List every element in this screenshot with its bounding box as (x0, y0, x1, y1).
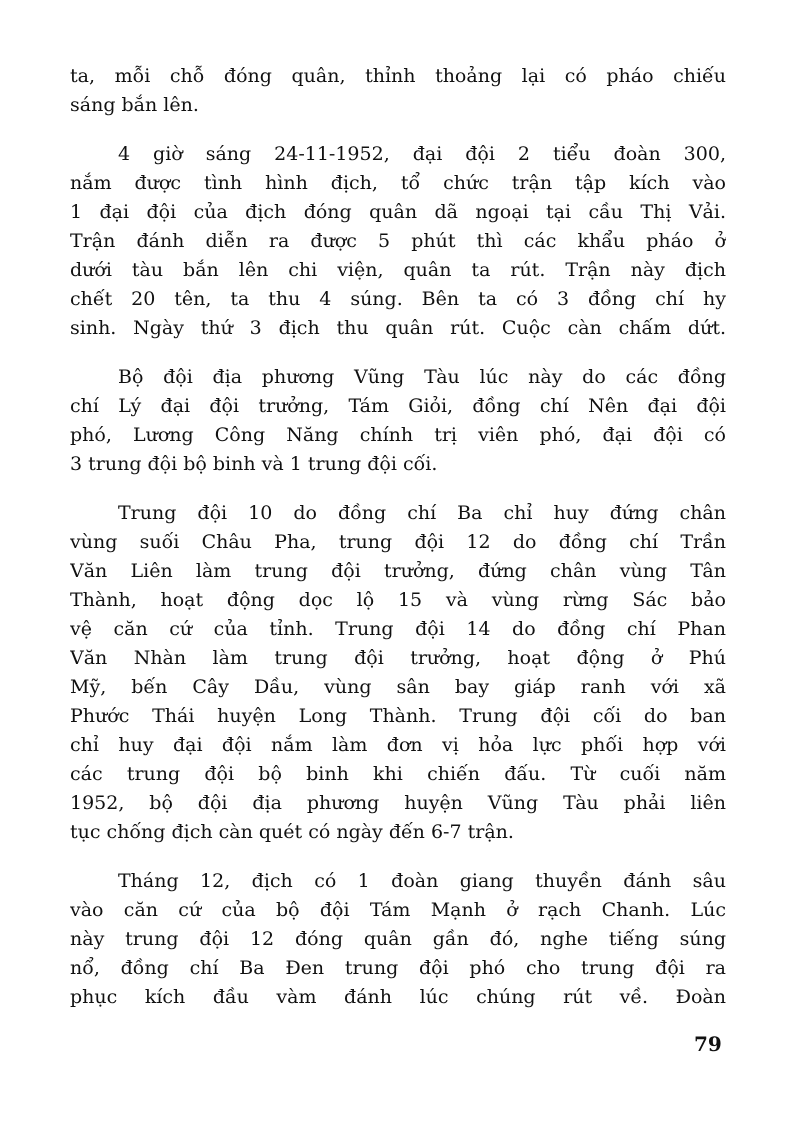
text-line: Văn Nhàn làm trung đội trưởng, hoạt động ở Phú (70, 647, 726, 669)
text-line: Văn Liên làm trung đội trưởng, đứng chân vùng Tân (70, 560, 726, 582)
text-line: vùng suối Châu Pha, trung đội 12 do đồng chí Trần (70, 531, 726, 553)
paragraph-4 (70, 499, 726, 847)
text-line: các trung đội bộ binh khi chiến đấu. Từ cuối năm (70, 763, 726, 785)
text-line: vệ căn cứ của tỉnh. Trung đội 14 do đồng chí Phan (70, 618, 726, 640)
paragraph-1 (70, 62, 726, 120)
text-line: vào căn cứ của bộ đội Tám Mạnh ở rạch Chanh. Lúc (70, 899, 726, 921)
text-line: nắm được tình hình địch, tổ chức trận tập kích vào (70, 172, 726, 194)
text-line: chết 20 tên, ta thu 4 súng. Bên ta có 3 đồng chí hy (70, 288, 726, 310)
text-line: phục kích đầu vàm đánh lúc chúng rút về. Đoàn (70, 986, 726, 1008)
text-line: chí Lý đại đội trưởng, Tám Giỏi, đồng chí Nên đại đội (70, 395, 726, 417)
text-line: 1 đại đội của địch đóng quân dã ngoại tại cầu Thị Vải. (70, 201, 726, 223)
text-line: dưới tàu bắn lên chi viện, quân ta rút. Trận này địch (70, 259, 726, 281)
page-number: 79 (694, 1032, 722, 1056)
text-line: sáng bắn lên. (70, 94, 199, 116)
text-line: Tháng 12, địch có 1 đoàn giang thuyền đánh sâu (118, 870, 726, 892)
text-line: phó, Lương Công Năng chính trị viên phó, đại đội có (70, 424, 726, 446)
text-line: Bộ đội địa phương Vũng Tàu lúc này do các đồng (118, 366, 726, 388)
text-line: này trung đội 12 đóng quân gần đó, nghe tiếng súng (70, 928, 726, 950)
text-line: 4 giờ sáng 24-11-1952, đại đội 2 tiểu đoàn 300, (118, 143, 726, 165)
text-line: sinh. Ngày thứ 3 địch thu quân rút. Cuộc càn chấm dứt. (70, 317, 726, 339)
text-line: 3 trung đội bộ binh và 1 trung đội cối. (70, 453, 438, 475)
text-line: nổ, đồng chí Ba Đen trung đội phó cho trung đội ra (70, 957, 726, 979)
paragraph-3 (70, 363, 726, 479)
text-line: ta, mỗi chỗ đóng quân, thỉnh thoảng lại có pháo chiếu (70, 65, 726, 87)
paragraph-5 (70, 867, 726, 1012)
paragraph-2 (70, 140, 726, 343)
text-line: Mỹ, bến Cây Dầu, vùng sân bay giáp ranh với xã (70, 676, 726, 698)
text-line: chỉ huy đại đội nắm làm đơn vị hỏa lực phối hợp với (70, 734, 726, 756)
text-line: Thành, hoạt động dọc lộ 15 và vùng rừng Sác bảo (70, 589, 726, 611)
page-body (70, 62, 726, 1032)
text-line: Phước Thái huyện Long Thành. Trung đội cối do ban (70, 705, 726, 727)
text-line: Trận đánh diễn ra được 5 phút thì các khẩu pháo ở (70, 230, 726, 252)
text-line: Trung đội 10 do đồng chí Ba chỉ huy đứng chân (118, 502, 726, 524)
text-line: tục chống địch càn quét có ngày đến 6-7 trận. (70, 821, 514, 843)
text-line: 1952, bộ đội địa phương huyện Vũng Tàu phải liên (70, 792, 726, 814)
